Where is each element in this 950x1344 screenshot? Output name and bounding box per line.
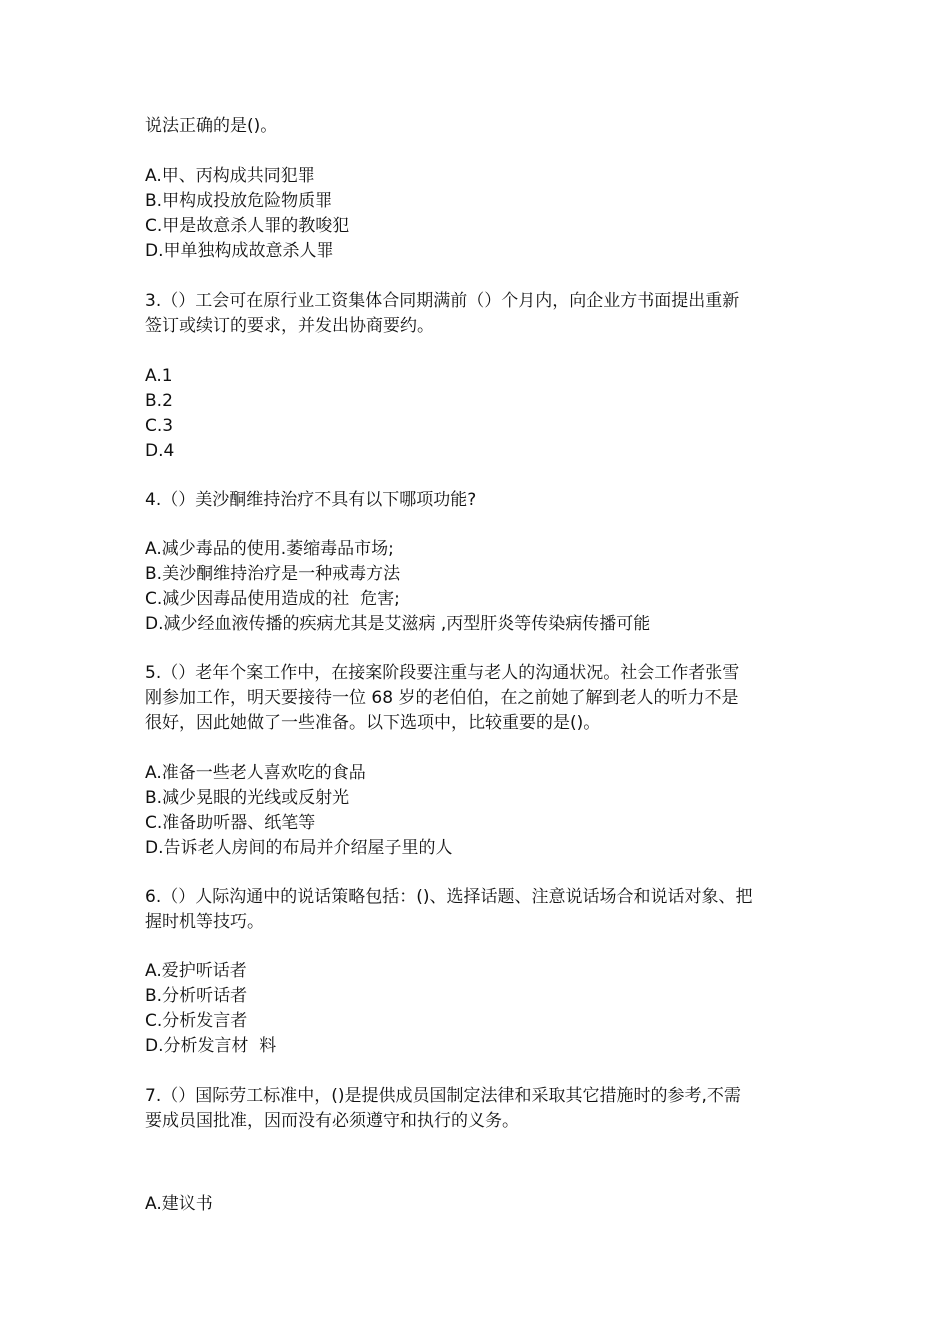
option-b: B.美沙酮维持治疗是一种戒毒方法 <box>145 564 401 584</box>
option-a: A.准备一些老人喜欢吃的食品 <box>145 763 366 783</box>
question-2-tail <box>145 114 810 139</box>
option-a: A.减少毒品的使用.萎缩毒品市场; <box>145 539 394 559</box>
option-c: C.减少因毒品使用造成的社 危害; <box>145 589 400 609</box>
option-a: A.建议书 <box>145 1194 213 1214</box>
question-5-stem <box>145 661 810 736</box>
option-d: D.分析发言材 料 <box>145 1036 277 1056</box>
question-text-line: 6.（）人际沟通中的说话策略包括：()、选择话题、注意说话场合和说话对象、把 <box>145 887 753 907</box>
option-c: C.分析发言者 <box>145 1011 248 1031</box>
question-text-line: 刚参加工作，明天要接待一位 68 岁的老伯伯，在之前她了解到老人的听力不是 <box>145 688 739 708</box>
question-5-options <box>145 761 810 861</box>
option-b: B.甲构成投放危险物质罪 <box>145 191 333 211</box>
question-text-line: 要成员国批准，因而没有必须遵守和执行的义务。 <box>145 1111 519 1131</box>
question-2-stem: 说法正确的是()。 <box>145 116 278 136</box>
question-text-line: 7.（）国际劳工标准中，()是提供成员国制定法律和采取其它措施时的参考,不需 <box>145 1086 741 1106</box>
option-d: D.减少经血液传播的疾病尤其是艾滋病 ,丙型肝炎等传染病传播可能 <box>145 614 651 634</box>
question-text-line: 5.（）老年个案工作中，在接案阶段要注重与老人的沟通状况。社会工作者张雪 <box>145 663 740 683</box>
question-text-line: 4.（）美沙酮维持治疗不具有以下哪项功能? <box>145 490 477 510</box>
question-7-options <box>145 1192 810 1217</box>
question-3-stem <box>145 289 810 339</box>
option-b: B.2 <box>145 391 173 411</box>
question-2-options <box>145 164 810 264</box>
question-text-line: 握时机等技巧。 <box>145 912 264 932</box>
option-a: A.1 <box>145 366 173 386</box>
question-3-options <box>145 364 810 464</box>
question-text-line: 签订或续订的要求，并发出协商要约。 <box>145 316 434 336</box>
option-c: C.3 <box>145 416 174 436</box>
option-c: C.准备助听器、纸笔等 <box>145 813 316 833</box>
question-7-stem <box>145 1084 810 1134</box>
question-4-options <box>145 537 810 637</box>
question-6-stem <box>145 885 810 935</box>
option-d: D.4 <box>145 441 175 461</box>
option-d: D.告诉老人房间的布局并介绍屋子里的人 <box>145 838 453 858</box>
option-c: C.甲是故意杀人罪的教唆犯 <box>145 216 350 236</box>
option-a: A.爱护听话者 <box>145 961 247 981</box>
question-4-stem <box>145 488 810 513</box>
option-b: B.分析听话者 <box>145 986 248 1006</box>
option-b: B.减少晃眼的光线或反射光 <box>145 788 350 808</box>
question-text-line: 很好，因此她做了一些准备。以下选项中，比较重要的是()。 <box>145 713 601 733</box>
question-text-line: 3.（）工会可在原行业工资集体合同期满前（）个月内，向企业方书面提出重新 <box>145 291 740 311</box>
option-a: A.甲、丙构成共同犯罪 <box>145 166 315 186</box>
question-6-options <box>145 959 810 1059</box>
option-d: D.甲单独构成故意杀人罪 <box>145 241 334 261</box>
